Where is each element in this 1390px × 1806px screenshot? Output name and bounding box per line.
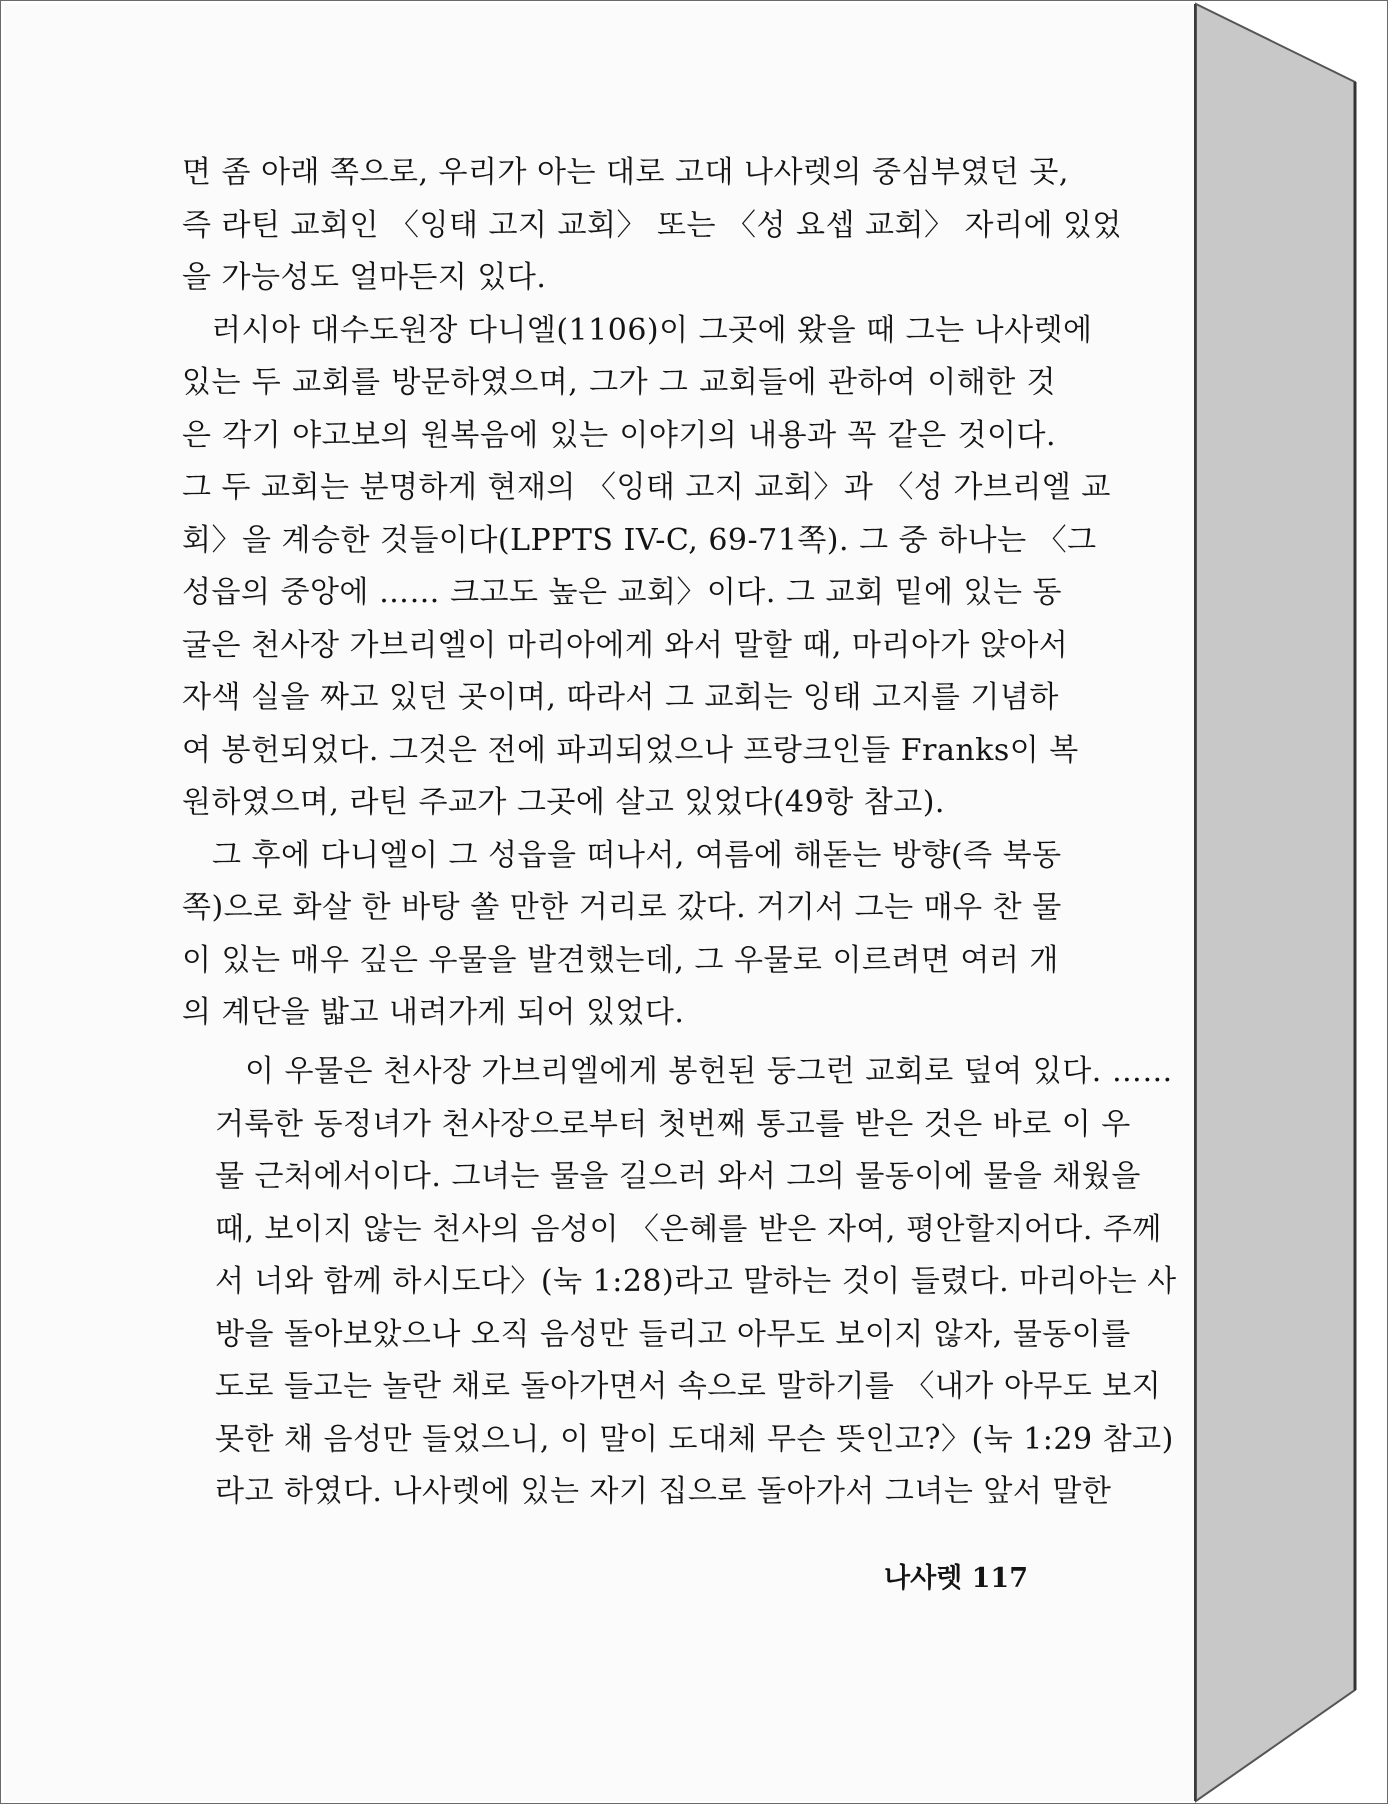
text-line: 은 각기 야고보의 원복음에 있는 이야기의 내용과 꼭 같은 것이다. (182, 417, 1056, 453)
quote-line: 이 우물은 천사장 가브리엘에게 봉헌된 둥그런 교회로 덮여 있다. …… (245, 1054, 1173, 1089)
text-line: 그 두 교회는 분명하게 현재의 〈잉태 고지 교회〉과 〈성 가브리엘 교 (182, 470, 1111, 505)
text-line: 즉 라틴 교회인 〈잉태 고지 교회〉 또는 〈성 요셉 교회〉 자리에 있었 (182, 207, 1122, 243)
text-line: 을 가능성도 얼마든지 있다. (182, 260, 547, 295)
text-line: 러시아 대수도원장 다니엘(1106)이 그곳에 왔을 때 그는 나사렛에 (212, 312, 1093, 348)
quote-line: 라고 하였다. 나사렛에 있는 자기 집으로 돌아가서 그녀는 앞서 말한 (215, 1474, 1112, 1509)
text-line: 있는 두 교회를 방문하였으며, 그가 그 교회들에 관하여 이해한 것 (182, 365, 1056, 400)
text-line: 원하였으며, 라틴 주교가 그곳에 살고 있었다(49항 참고). (182, 785, 945, 820)
quote-line: 때, 보이지 않는 천사의 음성이 〈은혜를 받은 자여, 평안할지어다. 주께 (215, 1211, 1162, 1247)
quote-line: 도로 들고는 놀란 채로 돌아가면서 속으로 말하기를 〈내가 아무도 보지 (215, 1369, 1162, 1404)
text-line: 성읍의 중앙에 …… 크고도 높은 교회〉이다. 그 교회 밑에 있는 동 (182, 575, 1062, 610)
quote-line: 방을 돌아보았으나 오직 음성만 들리고 아무도 보이지 않자, 물동이를 (215, 1316, 1131, 1352)
main-text (182, 147, 1122, 1040)
text-line: 면 좀 아래 쪽으로, 우리가 아는 대로 고대 나사렛의 중심부였던 곳, (182, 155, 1069, 190)
text-line: 그 후에 다니엘이 그 성읍을 떠나서, 여름에 해돋는 방향(즉 북동 (212, 837, 1062, 873)
text-line: 의 계단을 밟고 내려가게 되어 있었다. (182, 995, 685, 1030)
quote-line: 못한 채 음성만 들었으니, 이 말이 도대체 무슨 뜻인고?〉(눅 1:29 참고) (215, 1421, 1174, 1457)
quote-line: 물 근처에서이다. 그녀는 물을 길으러 와서 그의 물동이에 물을 채웠을 (215, 1159, 1141, 1194)
text-line: 자색 실을 짜고 있던 곳이며, 따라서 그 교회는 잉태 고지를 기념하 (182, 680, 1059, 715)
block-quote (215, 1046, 1177, 1519)
text-line: 쪽)으로 화살 한 바탕 쏠 만한 거리로 갔다. 거기서 그는 매우 찬 물 (182, 890, 1062, 925)
text-line: 이 있는 매우 깊은 우물을 발견했는데, 그 우물로 이르려면 여러 개 (182, 942, 1059, 978)
quote-line: 거룩한 동정녀가 천사장으로부터 첫번째 통고를 받은 것은 바로 이 우 (215, 1106, 1131, 1142)
page-number: 나사렛 117 (883, 1563, 1028, 1594)
text-line: 회〉을 계승한 것들이다(LPPTS IV-C, 69-71쪽). 그 중 하나는 〈그 (182, 522, 1097, 558)
text-line: 굴은 천사장 가브리엘이 마리아에게 와서 말할 때, 마리아가 앉아서 (182, 627, 1069, 663)
quote-line: 서 너와 함께 하시도다〉(눅 1:28)라고 말하는 것이 들렸다. 마리아는 사 (215, 1264, 1177, 1299)
text-line: 여 봉헌되었다. 그것은 전에 파괴되었으나 프랑크인들 Franks이 복 (182, 732, 1079, 768)
